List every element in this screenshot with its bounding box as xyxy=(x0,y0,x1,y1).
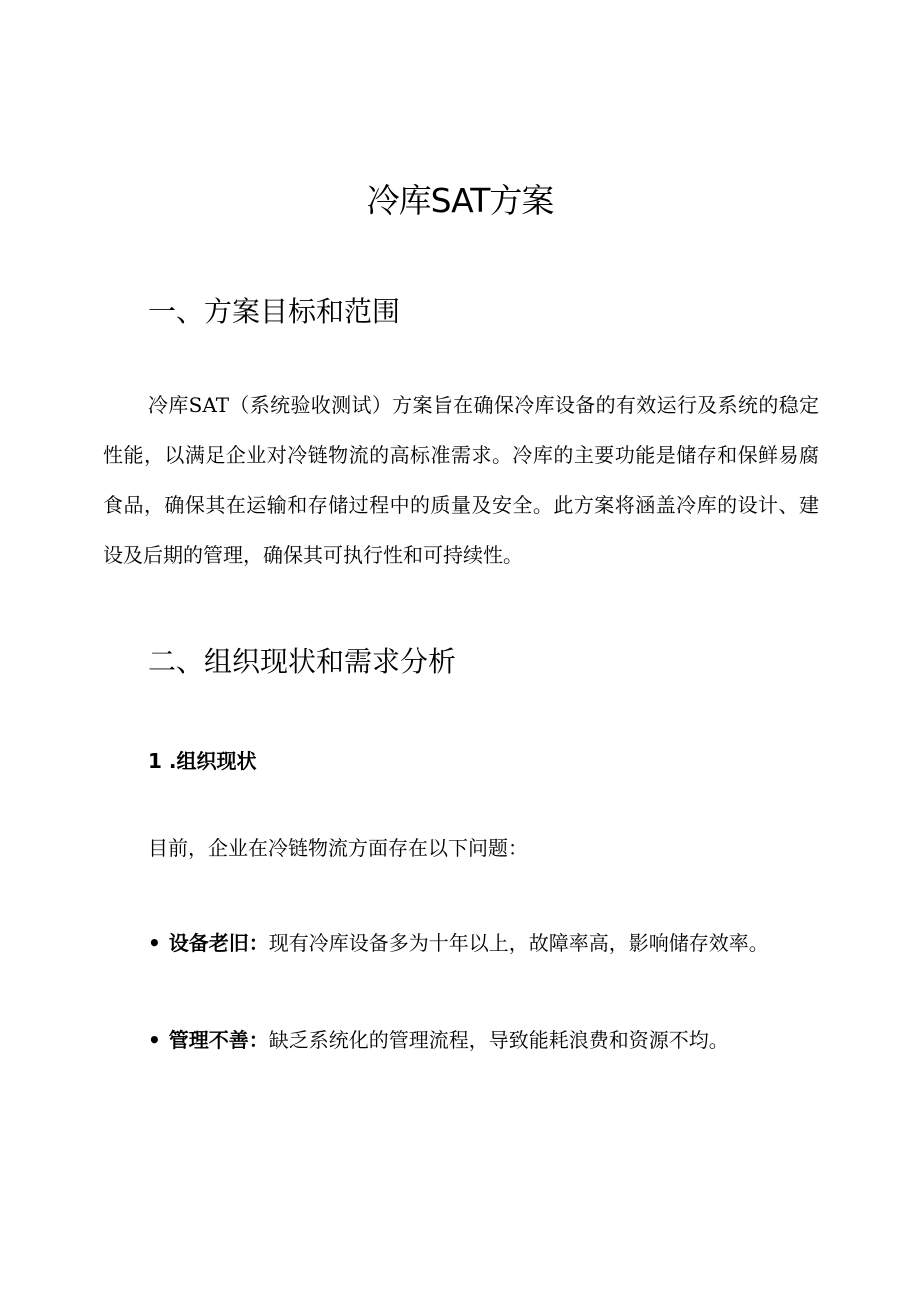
section-heading-analysis: 二、组织现状和需求分析 xyxy=(148,645,457,678)
section-paragraph-goals: 冷库SAT（系统验收测试）方案旨在确保冷库设备的有效运行及系统的稳定性能，以满足企业对冷链物流的高标准需求。冷库的主要功能是储存和保鲜易腐食品，确保其在运输和存储过程中的质量及安全。此方案将涵盖冷库的设计、建设及后期的管理，确保其可执行性和可持续性。 xyxy=(103,393,819,567)
bullet-marker: • xyxy=(148,931,161,955)
section-heading-goals: 一、方案目标和范围 xyxy=(148,295,401,328)
bullet-text: 现有冷库设备多为十年以上，故障率高，影响储存效率。 xyxy=(268,931,769,955)
document-title: 冷库SAT方案 xyxy=(366,181,554,220)
bullet-term: 设备老旧： xyxy=(168,931,269,955)
bullet-marker: • xyxy=(148,1028,161,1052)
bullet-item xyxy=(103,1015,793,1065)
bullet-term: 管理不善： xyxy=(168,1028,269,1052)
bullet-text: 缺乏系统化的管理流程，导致能耗浪费和资源不均。 xyxy=(268,1028,729,1052)
bullet-item xyxy=(103,918,793,968)
subheading-org-status: 1 .组织现状 xyxy=(148,749,257,773)
intro-line: 目前，企业在冷链物流方面存在以下问题： xyxy=(148,836,528,860)
